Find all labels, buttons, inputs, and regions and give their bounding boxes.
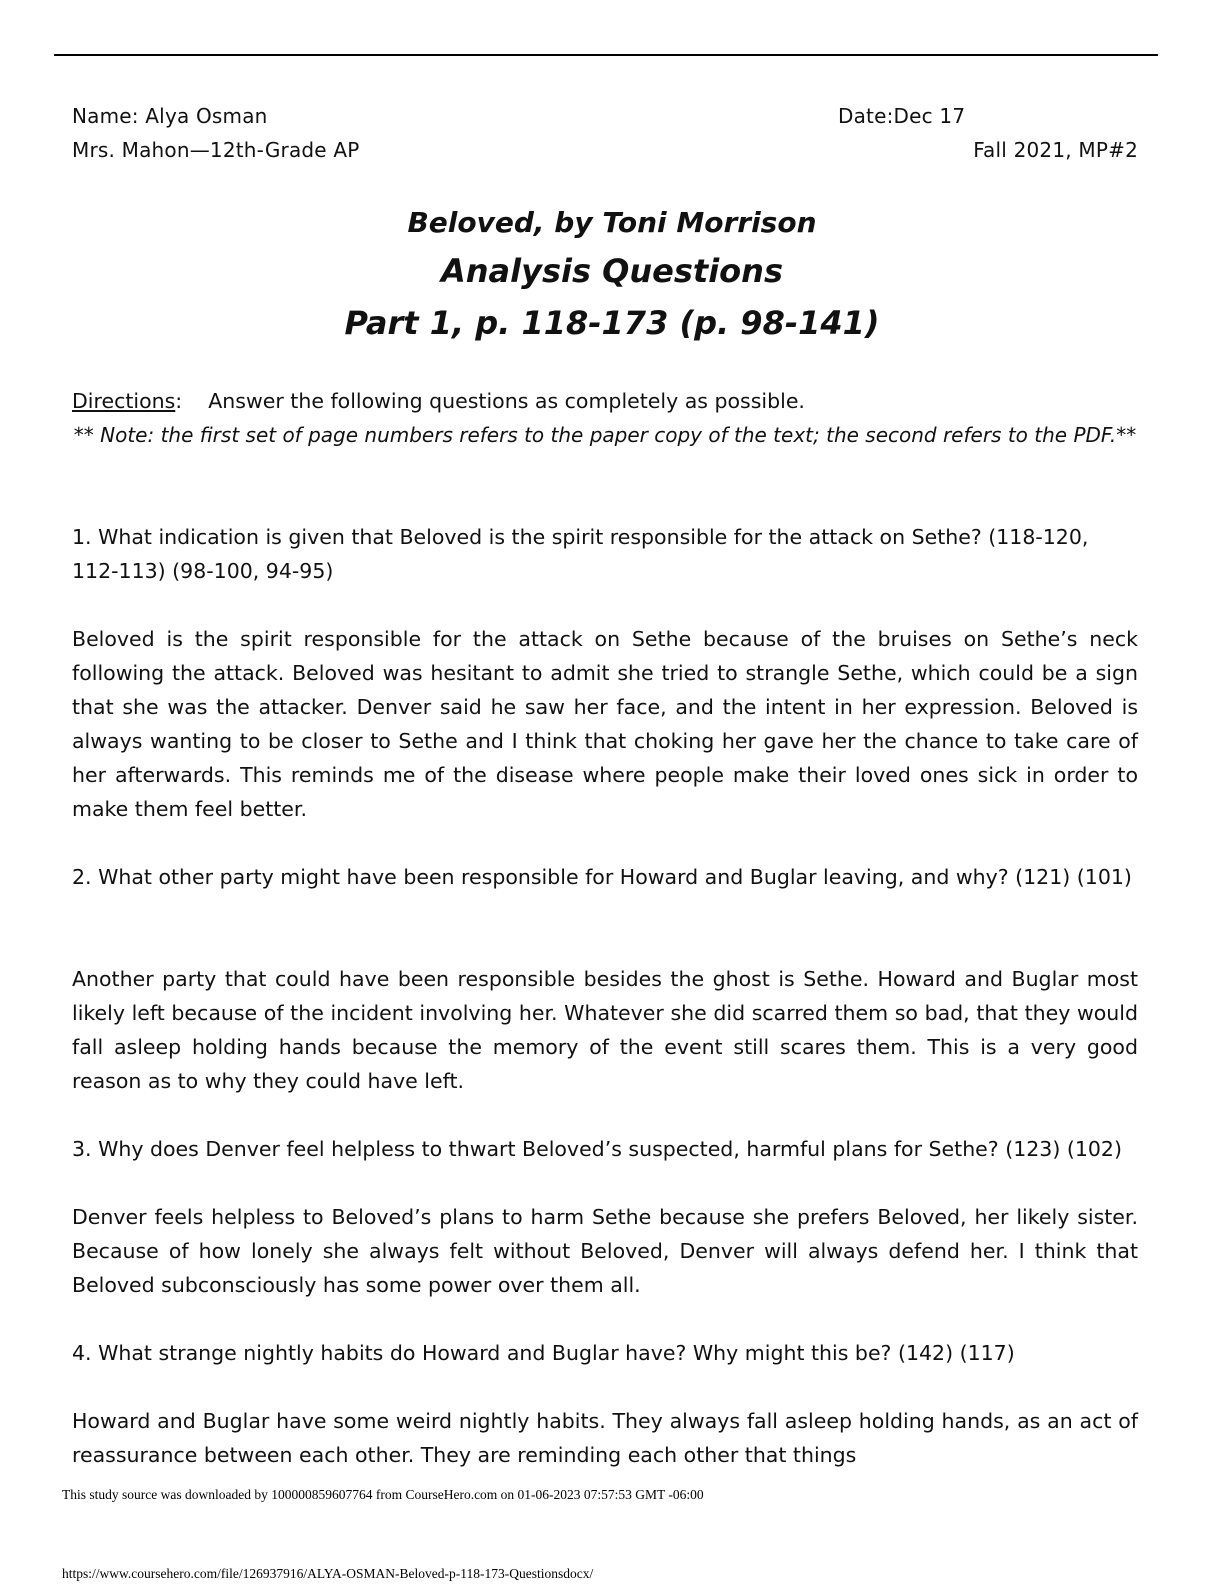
question-1: 1. What indication is given that Beloved is the spirit responsible for the attack on Sethe? (118-120, 112-113) (98-100, 94-95) — [72, 525, 1089, 583]
term: Fall 2021, MP#2 — [973, 138, 1138, 162]
question-3: 3. Why does Denver feel helpless to thwart Beloved’s suspected, harmful plans for Sethe? (123) (102) — [72, 1137, 1122, 1161]
student-name: Name: Alya Osman — [72, 104, 268, 128]
answer-1: Beloved is the spirit responsible for the attack on Sethe because of the bruises on Sethe’s neck following the attack. Beloved was hesitant to admit she tried to strangle Sethe, which could be a sign that she was the attacker. Denver said he saw her face, and the intent in her expression. Beloved is always wanting to be closer to Sethe and I think that choking her gave her the chance to take care of her afterwards. This reminds me of the disease where people make their loved ones sick in order to make them feel better. — [72, 627, 1138, 821]
date: Date:Dec 17 — [838, 104, 966, 128]
document-title: Analysis Questions — [441, 252, 783, 290]
answer-4: Howard and Buglar have some weird nightly habits. They always fall asleep holding hands, as an act of reassurance between each other. They are reminding each other that things — [72, 1409, 1138, 1467]
directions — [72, 384, 1138, 418]
source-url[interactable]: https://www.coursehero.com/file/126937916/ALYA-OSMAN-Beloved-p-118-173-Questionsdocx/ — [62, 1566, 594, 1581]
download-notice: This study source was downloaded by 100000859607764 from CourseHero.com on 01-06-2023 07:57:53 GMT -06:00 — [62, 1487, 704, 1502]
teacher-course: Mrs. Mahon—12th-Grade AP — [72, 138, 360, 162]
top-rule — [54, 54, 1158, 56]
question-4: 4. What strange nightly habits do Howard and Buglar have? Why might this be? (142) (117) — [72, 1341, 1015, 1365]
directions-note: ** Note: the first set of page numbers refers to the paper copy of the text; the second refers to the PDF.** — [73, 423, 1137, 447]
part-title: Part 1, p. 118-173 (p. 98-141) — [344, 304, 880, 342]
book-title: Beloved, by Toni Morrison — [407, 206, 817, 239]
question-2: 2. What other party might have been responsible for Howard and Buglar leaving, and why? (121) (101) — [72, 865, 1132, 889]
directions-text: : Answer the following questions as completely as possible. — [175, 389, 805, 413]
answer-2: Another party that could have been responsible besides the ghost is Sethe. Howard and Buglar most likely left because of the incident involving her. Whatever she did scarred them so bad, that they would fall asleep holding hands because the memory of the event still scares them. This is a very good reason as to why they could have left. — [72, 967, 1138, 1093]
directions-label: Directions — [72, 389, 176, 413]
answer-3: Denver feels helpless to Beloved’s plans to harm Sethe because she prefers Beloved, her likely sister. Because of how lonely she always felt without Beloved, Denver will always defend her. I think that Beloved subconsciously has some power over them all. — [72, 1205, 1138, 1297]
